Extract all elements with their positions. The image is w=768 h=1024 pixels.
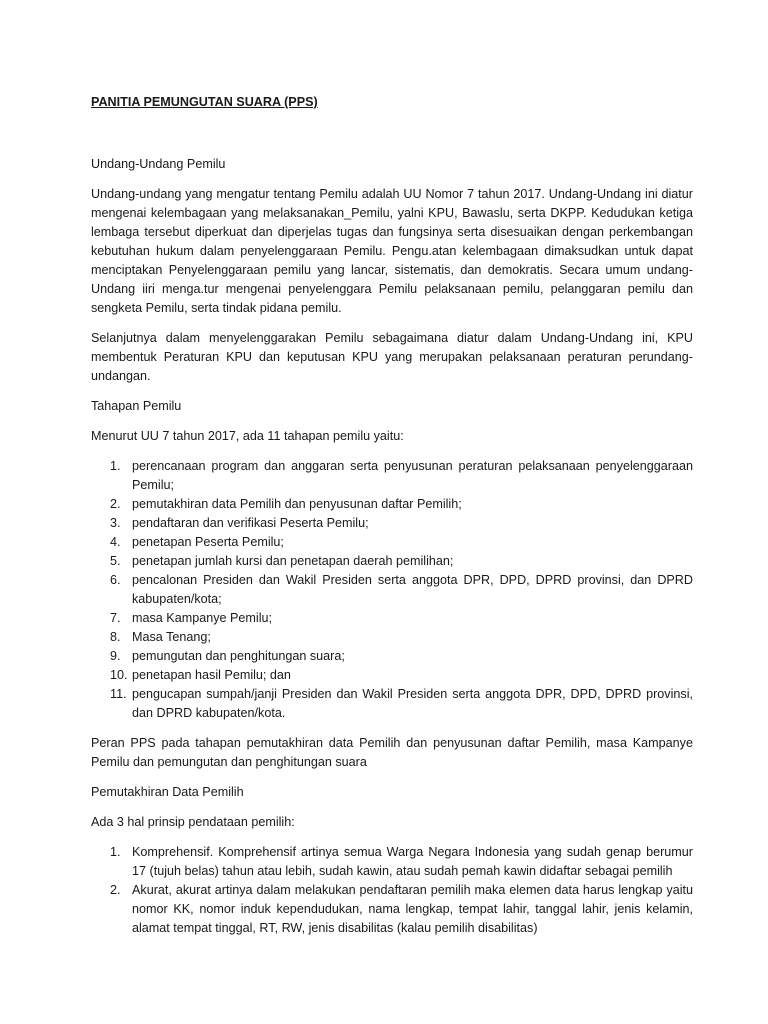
paragraph-kpu: Selanjutnya dalam menyelenggarakan Pemilu sebagaimana diatur dalam Undang-Undang ini, KPU membentuk Peraturan KPU dan keputusan KPU yang merupakan pelaksanaan peraturan perundang-undangan. — [91, 331, 693, 383]
list-item — [91, 457, 693, 495]
list-text: penetapan hasil Pemilu; dan — [132, 668, 291, 682]
list-text: Komprehensif. Komprehensif artinya semua Warga Negara Indonesia yang sudah genap berumur 17 (tujuh belas) tahun atau lebih, sudah kawin, atau sudah pemah kawin didaftar sebagai pemilih — [132, 845, 693, 878]
list-text: pendaftaran dan verifikasi Peserta Pemilu; — [132, 516, 369, 530]
list-text: Masa Tenang; — [132, 630, 211, 644]
list-number: 8. — [110, 630, 121, 644]
list-number: 1. — [110, 459, 121, 473]
paragraph-peran-pps: Peran PPS pada tahapan pemutakhiran data Pemilih dan penyusunan daftar Pemilih, masa Kampanye Pemilu dan pemungutan dan penghitungan suara — [91, 736, 693, 769]
list-number: 11. — [110, 687, 127, 701]
list-text: pemutakhiran data Pemilih dan penyusunan daftar Pemilih; — [132, 497, 462, 511]
list-text: pemungutan dan penghitungan suara; — [132, 649, 345, 663]
list-number: 3. — [110, 516, 121, 530]
list-item — [91, 552, 693, 571]
list-number: 1. — [110, 845, 121, 859]
heading-tahapan: Tahapan Pemilu — [91, 399, 182, 413]
list-number: 2. — [110, 883, 121, 897]
document-title: PANITIA PEMUNGUTAN SUARA (PPS) — [91, 95, 318, 109]
list-number: 6. — [110, 573, 121, 587]
list-item — [91, 628, 693, 647]
list-item — [91, 495, 693, 514]
list-number: 2. — [110, 497, 121, 511]
list-number: 10. — [110, 668, 128, 682]
list-text: penetapan Peserta Pemilu; — [132, 535, 284, 549]
prinsip-list — [91, 843, 693, 938]
intro-tahapan: Menurut UU 7 tahun 2017, ada 11 tahapan pemilu yaitu: — [91, 429, 404, 443]
list-item — [91, 571, 693, 609]
tahapan-list — [91, 457, 693, 723]
list-item — [91, 881, 693, 938]
list-text: masa Kampanye Pemilu; — [132, 611, 272, 625]
document-body — [91, 93, 693, 949]
list-number: 5. — [110, 554, 121, 568]
list-item — [91, 514, 693, 533]
list-item — [91, 843, 693, 881]
list-number: 9. — [110, 649, 121, 663]
heading-undang-undang: Undang-Undang Pemilu — [91, 157, 226, 171]
list-item — [91, 647, 693, 666]
paragraph-undang-undang: Undang-undang yang mengatur tentang Pemilu adalah UU Nomor 7 tahun 2017. Undang-Undang ini diatur mengenai kelembagaan yang melaksanakan_Pemilu, yalni KPU, Bawaslu, serta DKPP. Kedudukan ketiga lembaga tersebut diperkuat dan diperjelas tugas dan fungsinya serta disesuaikan dengan perkembangan kebutuhan hukum dalam penyelenggaraan Pemilu. Pengu.atan kelembagaan dimaksudkan untuk dapat menciptakan Penyelenggaraan pemilu yang lancar, sistematis, dan demokratis. Secara umum undang-Undang iiri menga.tur mengenai penyelenggara Pemilu pelaksanaan pemilu, pelanggaran pemilu dan sengketa Pemilu, serta tindak pidana pemilu. — [91, 187, 693, 315]
list-text: pengucapan sumpah/janji Presiden dan Wakil Presiden serta anggota DPR, DPD, DPRD provinsi, dan DPRD kabupaten/kota. — [132, 687, 693, 720]
list-item — [91, 666, 693, 685]
list-text: penetapan jumlah kursi dan penetapan daerah pemilihan; — [132, 554, 454, 568]
list-item — [91, 685, 693, 723]
intro-prinsip: Ada 3 hal prinsip pendataan pemilih: — [91, 815, 295, 829]
list-item — [91, 609, 693, 628]
list-text: perencanaan program dan anggaran serta penyusunan peraturan pelaksanaan penyelenggaraan Pemilu; — [132, 459, 693, 492]
list-text: pencalonan Presiden dan Wakil Presiden serta anggota DPR, DPD, DPRD provinsi, dan DPRD kabupaten/kota; — [132, 573, 693, 606]
list-number: 4. — [110, 535, 121, 549]
list-number: 7. — [110, 611, 121, 625]
list-text: Akurat, akurat artinya dalam melakukan pendaftaran pemilih maka elemen data harus lengkap yaitu nomor KK, nomor induk kependudukan, nama lengkap, tempat lahir, tanggal lahir, jenis kelamin, alamat tempat tinggal, RT, RW, jenis disabilitas (kalau pemilih disabilitas) — [132, 883, 693, 935]
list-item — [91, 533, 693, 552]
heading-pemutakhiran: Pemutakhiran Data Pemilih — [91, 785, 244, 799]
